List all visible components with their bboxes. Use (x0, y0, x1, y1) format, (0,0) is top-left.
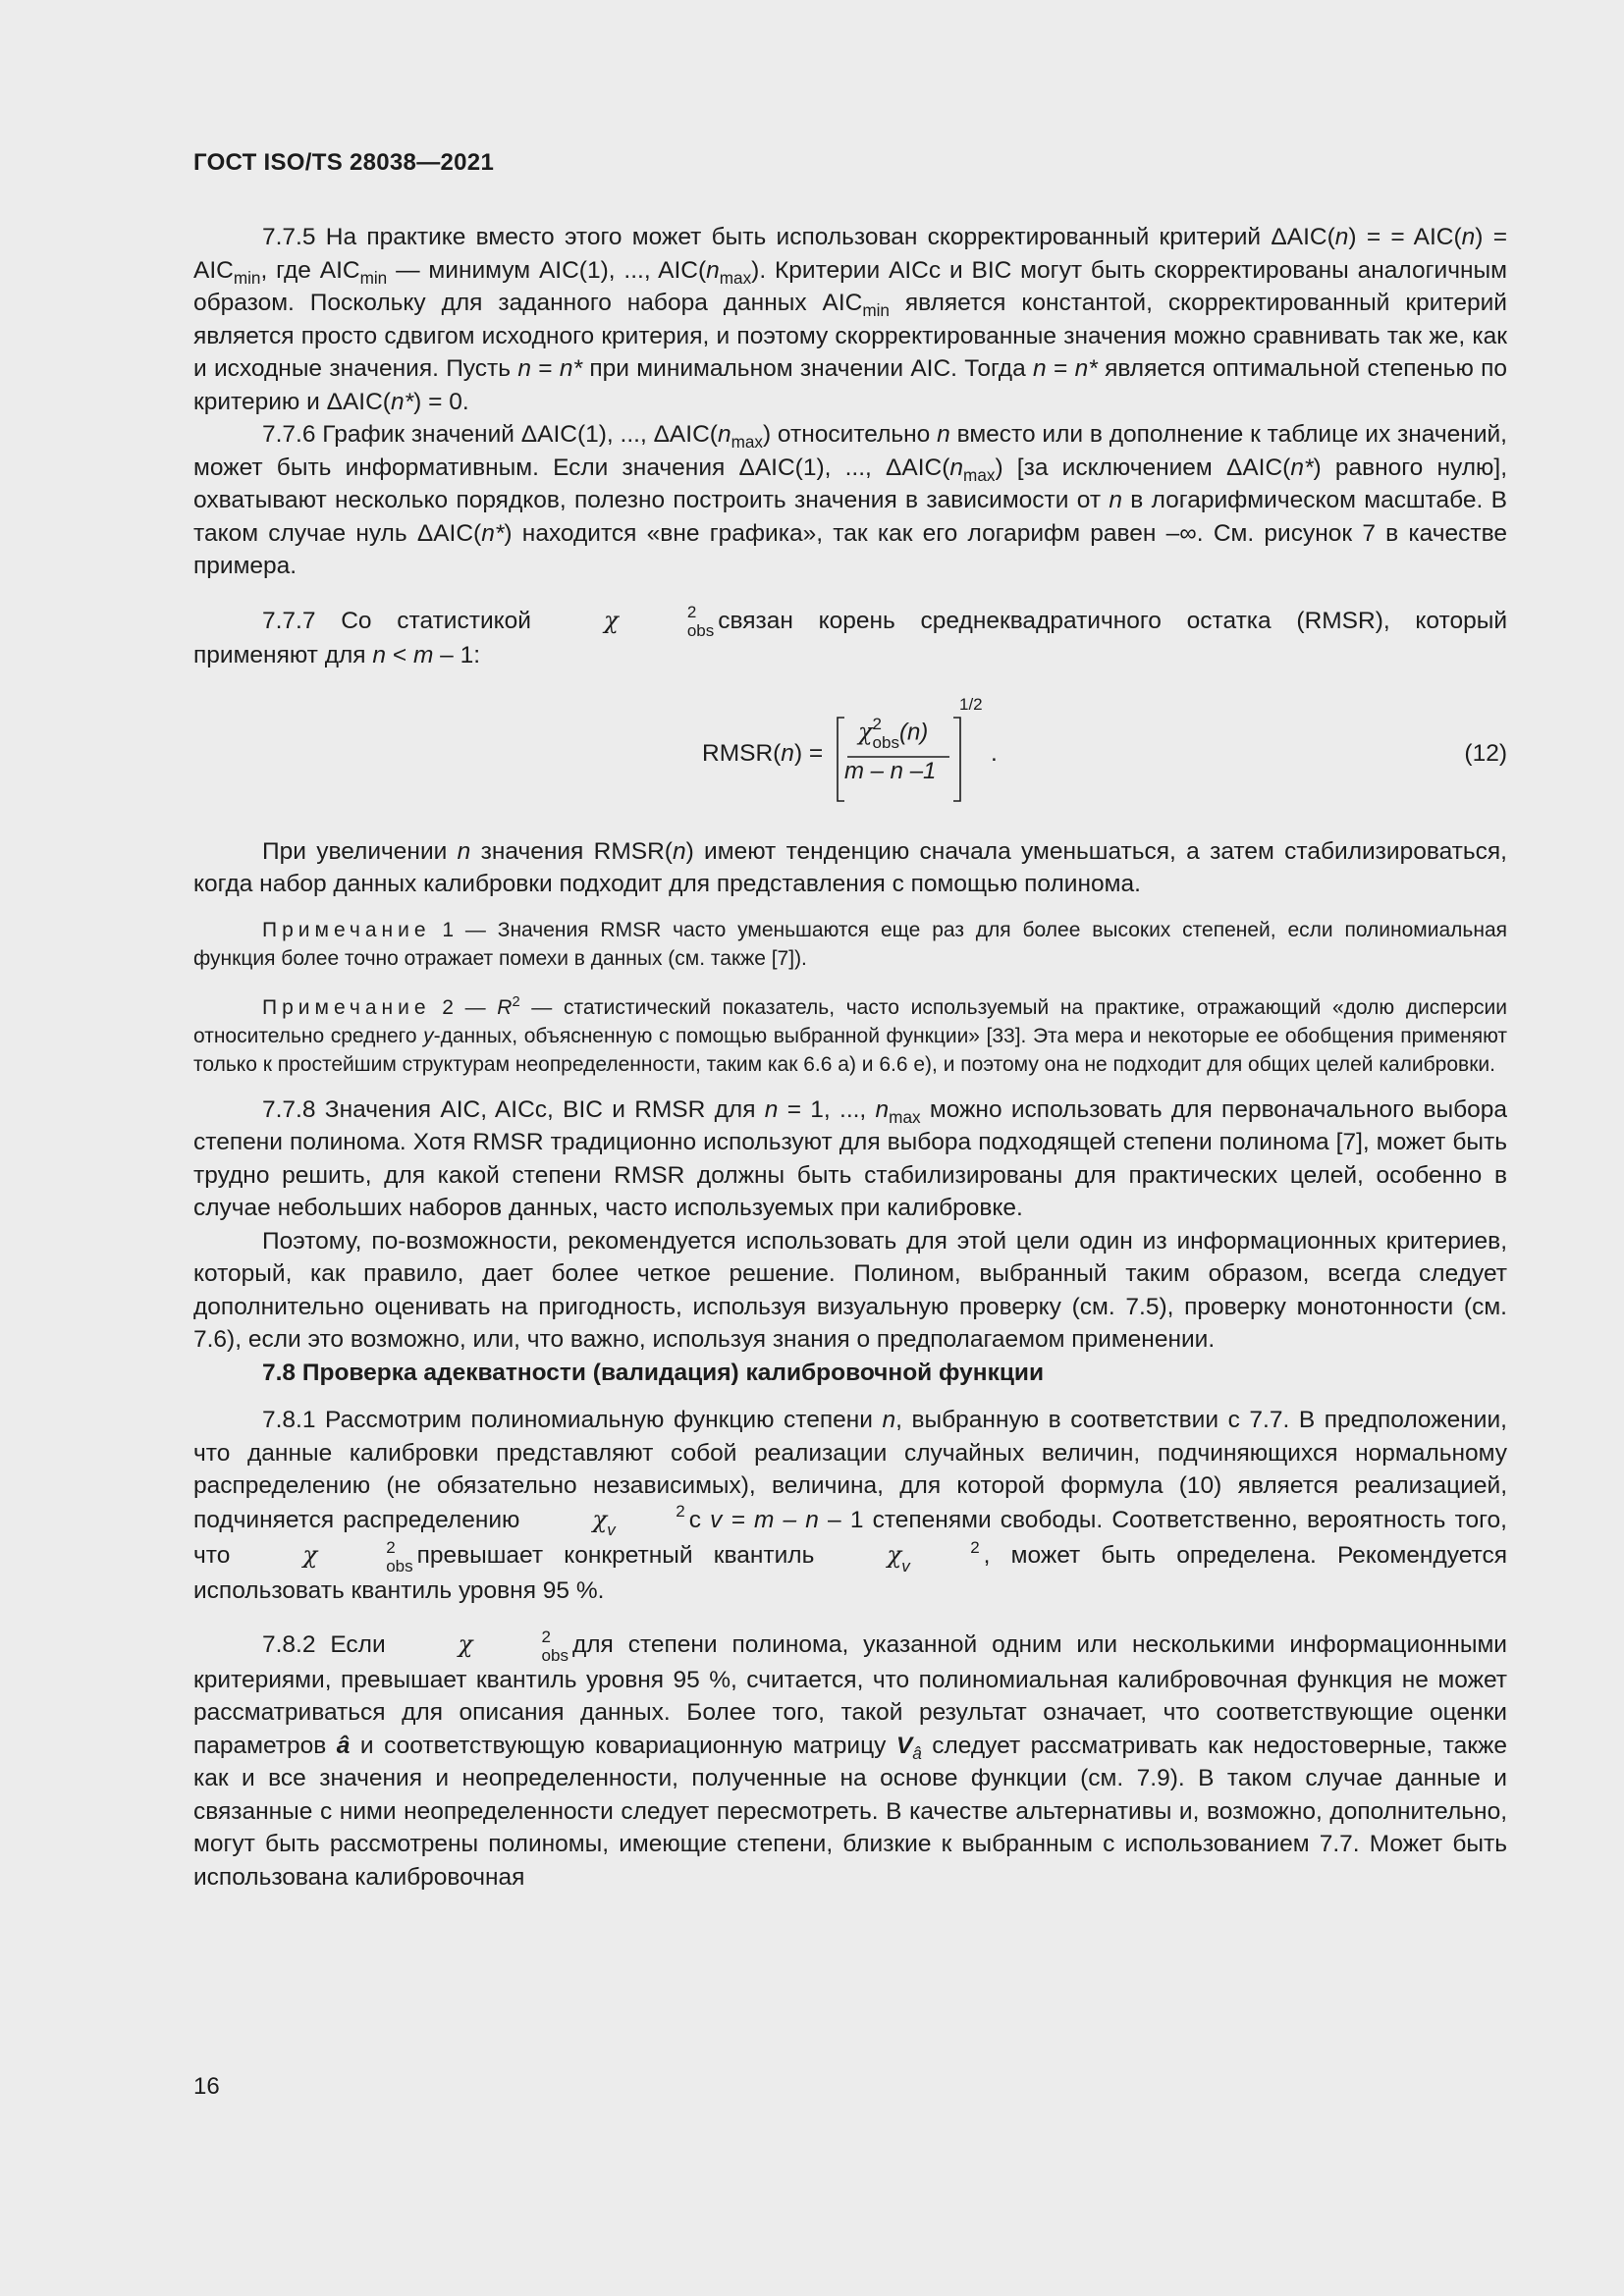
chi-nu-symbol: χ 2 v (592, 1502, 685, 1540)
formula-exponent: 1/2 (959, 694, 983, 714)
chi-obs-symbol: χ 2 obs (302, 1537, 413, 1575)
paragraph-7-8-1: 7.8.1 Рассмотрим полиномиальную функцию степени n, выбранную в соответствии с 7.7. В предположении, что данные калибровки представляют собой реализации случайных величин, подчиняющихся нормальному распределению (не обязательно независимых), величина, для которой формула (10) является реализацией, подчиняется распределению χ 2 v с v = m – n – 1 степенями свободы. Соответственно, вероятность того, что χ 2 obs превышает конкретный квантиль χ 2 v , может быть определена. Рекомендуется использовать квантиль уровня 95 %. (193, 1407, 1507, 1604)
paragraph-7-7-7: 7.7.7 Со статистикой χ 2 obs связан корень среднеквадратичного остатка (RMSR), который применяют для n < m – 1: (193, 603, 1508, 669)
note-1: Примечание 1 — Значения RMSR часто уменьшаются еще раз для более высоких степеней, если полиномиальная функция более точно отражает помехи в данных (см. также [7]). (193, 918, 1507, 970)
formula-numerator: χ 2 obs (n) (858, 714, 929, 752)
formula-number: (12) (1464, 739, 1507, 767)
formula-brackets (193, 698, 1077, 814)
document-header: ГОСТ ISO/TS 28038—2021 (193, 149, 495, 176)
paragraph-7-8-2: 7.8.2 Если χ 2 obs для степени полинома, указанной одним или несколькими информационными критериями, превышает квантиль уровня 95 %, считается, что полиномиальная калибровочная функция не может рассматриваться для описания данных. Более того, такой результат означает, что соответствующие оценки параметров â и соответствующую ковариационную матрицу $V_â$ следует рассматривать как недостоверные, также как и все значения и неопределенности, полученные на основе функции (см. 7.9). В таком случае данные и связанные с ними неопределенности следует пересмотреть. В качестве альтернативы и, возможно, дополнительно, могут быть рассмотрены полиномы, имеющие степени, близкие к выбранным с использованием 7.7. Может быть использована калибровочная (193, 1627, 1507, 1891)
page-content (193, 221, 1507, 1894)
formula-denominator: m – n –1 (844, 757, 937, 784)
paragraph-7-7-8: 7.7.8 Значения AIC, AICc, BIC и RMSR для n = 1, ..., $n_{max}$ можно использовать для первоначального выбора степени полинома. Хотя RMSR традиционно используют для выбора подходящей степени полинома [7], может быть трудно решить, для какой степени RMSR должны быть стабилизированы для практических целей, особенно в случае небольших наборов данных, часто используемых при калибровке. (193, 1095, 1507, 1222)
page-number: 16 (193, 2073, 220, 2100)
formula-12: RMSR(n) = χ 2 obs (n) m – n –1 1/2 . (12) (193, 698, 1507, 814)
paragraph-rmsr-trend: При увеличении n значения RMSR(n) имеют тенденцию сначала уменьшаться, а затем стабилизироваться, когда набор данных калибровки подходит для представления с помощью полинома. (193, 837, 1507, 898)
chi-nu-symbol: χ 2 v (887, 1537, 980, 1575)
formula-lhs: RMSR(n) = (702, 739, 824, 767)
chi-obs-symbol: χ 2 obs (603, 603, 715, 641)
chi-obs-symbol: χ 2 obs (458, 1627, 568, 1665)
paragraph-7-7-8-continued: Поэтому, по-возможности, рекомендуется использовать для этой цели один из информационных критериев, который, как правило, дает более четкое решение. Полином, выбранный таким образом, всегда следует дополнительно оценивать на пригодность, используя визуальную проверку (см. 7.5), проверку монотонности (см. 7.6), если это возможно, или, что важно, используя знания о предполагаемом применении. (193, 1227, 1507, 1354)
note-2: Примечание 2 — $R^2$ — статистический показатель, часто используемый на практике, отражающий «долю дисперсии относительно среднего y-данных, объясненную с помощью выбранной функции» [33]. Эта мера и некоторые ее обобщения применяют только к простейшим структурам неопределенности, таким как 6.6 a) и 6.6 e), и поэтому она не подходит для общих целей калибровки. (193, 993, 1508, 1076)
section-heading-7-8: 7.8 Проверка адекватности (валидация) калибровочной функции (262, 1359, 1045, 1386)
paragraph-7-7-5: 7.7.5 На практике вместо этого может быть использован скорректированный критерий ΔAIC(n) = = $AIC(n) = AIC_{min}$, где $AIC_{min}$ — минимум AIC(1), ..., $AIC(n_{max})$. Критерии AICc и BIC могут быть скорректированы аналогичным образом. Поскольку для заданного набора данных $AIC_{min}$ является константой, скорректированный критерий является просто сдвигом исходного критерия, и поэтому скорректированные значения можно сравнивать так же, как и исходные значения. Пусть n = n* при минимальном значении AIC. Тогда n = n* является оптимальной степенью по критерию и ΔAIC(n*) = 0. (193, 224, 1508, 415)
paragraph-7-7-6: 7.7.6 График значений ΔAIC(1), ..., $\Delta AIC(n_{max})$ относительно n вместо или в дополнение к таблице их значений, может быть информативным. Если значения ΔAIC(1), ..., $\Delta AIC(n_{max})$ [за исключением ΔAIC(n*) равного нулю], охватывают несколько порядков, полезно построить значения в зависимости от n в логарифмическом масштабе. В таком случае нуль ΔAIC(n*) находится «вне графика», так как его логарифм равен –∞. См. рисунок 7 в качестве примера. (193, 421, 1508, 579)
